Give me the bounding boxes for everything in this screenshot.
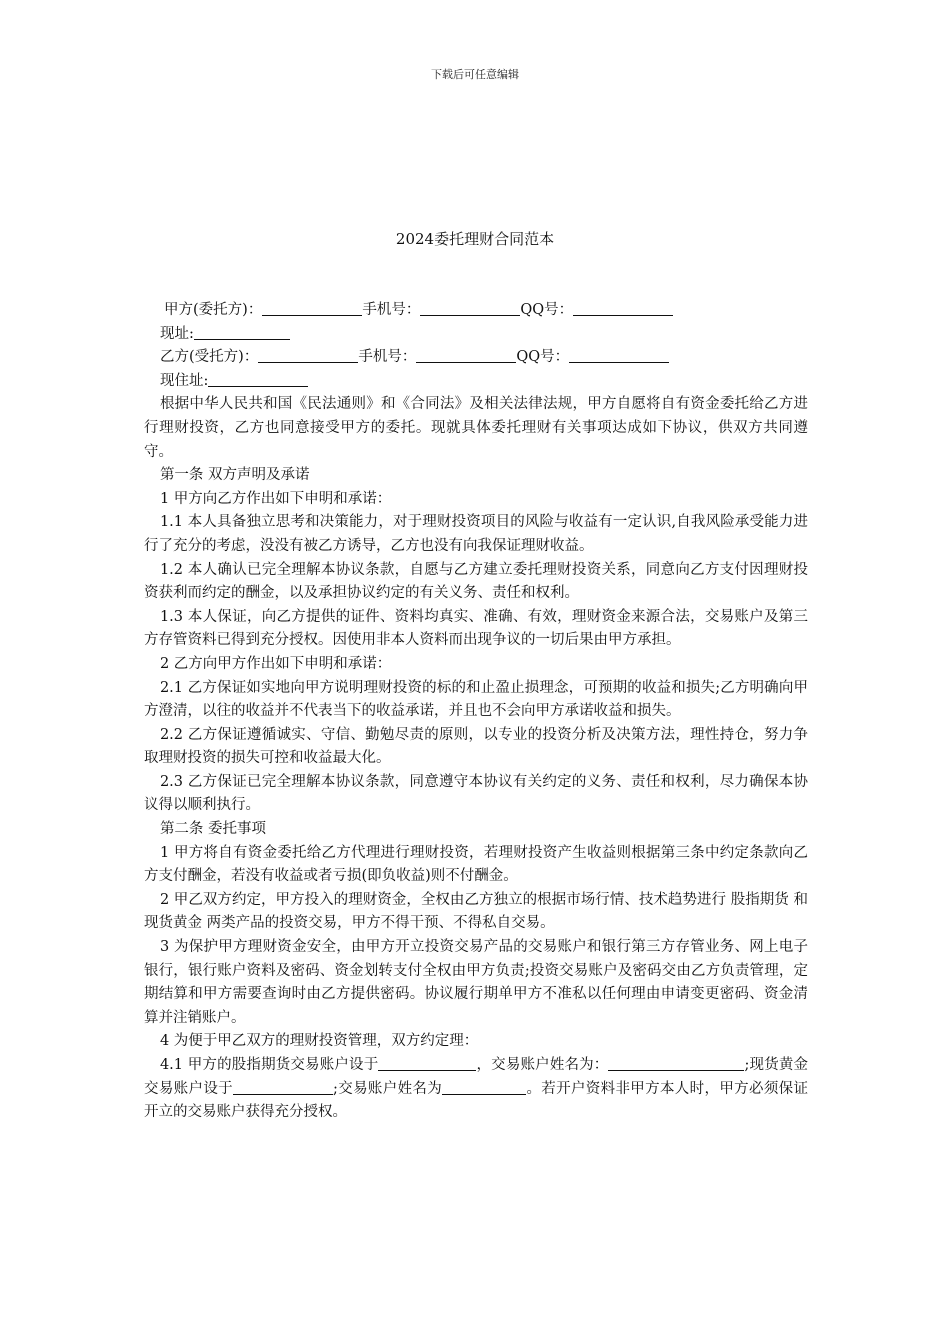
party-a-label: 甲方(委托方)： [164, 302, 263, 318]
party-b-qq-label: QQ号： [516, 349, 570, 366]
clause-2-4-1-part-2: ，交易账户姓名为： [476, 1057, 609, 1073]
party-a-address-line [144, 323, 808, 347]
clause-2-4-1-part-4: ;交易账户姓名为 [333, 1080, 443, 1097]
clause-2-4-1-part-3: ;现货黄金交易账户设于 [144, 1057, 808, 1097]
party-b-phone-label: 手机号： [358, 349, 417, 366]
party-a-qq-blank [573, 301, 673, 316]
document-body [144, 299, 808, 1125]
clause-2-1: 1 甲方将自有资金委托给乙方代理进行理财投资，若理财投资产生收益则根据第三条中约定条款向乙方支付酬金，若没有收益或者亏损(即负收益)则不付酬金。 [144, 844, 808, 885]
preamble: 根据中华人民共和国《民法通则》和《合同法》及相关法律法规，甲方自愿将自有资金委托给乙方进行理财投资，乙方也同意接受甲方的委托。现就具体委托理财有关事项达成如下协议，供双方共同遵守。 [144, 396, 808, 460]
party-b-qq-blank [569, 348, 669, 363]
clause-2-4-1-part-5: 。若开户资料非甲方本人时，甲方必须保证开立的交易账户获得充分授权。 [144, 1080, 809, 1121]
party-a-name-blank [262, 301, 362, 316]
clause-1-2-3: 2.3 乙方保证已完全理解本协议条款，同意遵守本协议有关约定的义务、责任和权利，尽力确保本协议得以顺利执行。 [144, 773, 808, 814]
futures-account-location-blank [378, 1056, 476, 1071]
clause-1-2-1: 2.1 乙方保证如实地向甲方说明理财投资的标的和止盈止损理念，可预期的收益和损失;乙方明确向甲方澄清，以往的收益并不代表当下的收益承诺，并且也不会向甲方承诺收益和损失。 [144, 679, 808, 720]
party-a-phone-blank [420, 301, 520, 316]
party-b-address-line [144, 370, 808, 394]
clause-2-2: 2 甲乙双方约定，甲方投入的理财资金，全权由乙方独立的根据市场行情、技术趋势进行 股指期货 和 现货黄金 两类产品的投资交易，甲方不得干预、不得私自交易。 [144, 891, 808, 932]
gold-account-location-blank [233, 1080, 333, 1095]
party-a-address-blank [194, 325, 290, 340]
clause-1-1: 1 甲方向乙方作出如下申明和承诺： [159, 490, 392, 507]
party-b-label: 乙方(受托方)： [160, 349, 259, 366]
clause-1-1-3: 1.3 本人保证，向乙方提供的证件、资料均真实、准确、有效，理财资金来源合法，交易账户及第三方存管资料已得到充分授权。因使用非本人资料而出现争议的一切后果由甲方承担。 [144, 608, 808, 649]
party-b-name-blank [258, 348, 358, 363]
clause-2-4-1-part-1: 4.1 甲方的股指期货交易账户设于 [159, 1057, 379, 1073]
clause-2-3: 3 为保护甲方理财资金安全，由甲方开立投资交易产品的交易账户和银行第三方存管业务、网上电子银行，银行账户资料及密码、资金划转支付全权由甲方负责;投资交易账户及密码交由乙方负责管理，定期结算和甲方需要查询时由乙方提供密码。协议履行期单甲方不准私以任何理由申请变更密码、资金清算并注销账户。 [144, 939, 808, 1026]
clause-1-1-2: 1.2 本人确认已完全理解本协议条款，自愿与乙方建立委托理财投资关系，同意向乙方支付因理财投资获利而约定的酬金，以及承担协议约定的有关义务、责任和权利。 [144, 561, 808, 602]
party-b-address-label: 现住址: [160, 372, 209, 389]
party-a-address-label: 现址: [160, 325, 194, 342]
clause-1-2: 2 乙方向甲方作出如下申明和承诺： [159, 655, 392, 672]
clause-1-1-1: 1.1 本人具备独立思考和决策能力，对于理财投资项目的风险与收益有一定认识,自我风险承受能力进行了充分的考虑，没没有被乙方诱导，乙方也没有向我保证理财收益。 [144, 514, 808, 554]
futures-account-name-blank [608, 1056, 744, 1071]
party-b-line [144, 346, 808, 370]
party-a-phone-label: 手机号： [362, 302, 421, 318]
article-2-title: 第二条 委托事项 [159, 821, 267, 838]
clause-1-2-2: 2.2 乙方保证遵循诚实、守信、勤勉尽责的原则，以专业的投资分析及决策方法，理性持仓，努力争取理财投资的损失可控和收益最大化。 [144, 726, 808, 767]
party-a-line [144, 299, 808, 323]
party-b-phone-blank [416, 348, 516, 363]
header-note: 下载后可任意编辑 [431, 68, 519, 81]
gold-account-name-blank [442, 1080, 526, 1095]
document-title: 2024委托理财合同范本 [395, 230, 555, 248]
party-a-qq-label: QQ号： [520, 302, 574, 318]
clause-2-4-1 [144, 1054, 808, 1125]
article-1-title: 第一条 双方声明及承诺 [159, 467, 310, 484]
party-b-address-blank [208, 372, 308, 387]
clause-2-4: 4 为便于甲乙双方的理财投资管理，双方约定理： [159, 1033, 479, 1050]
